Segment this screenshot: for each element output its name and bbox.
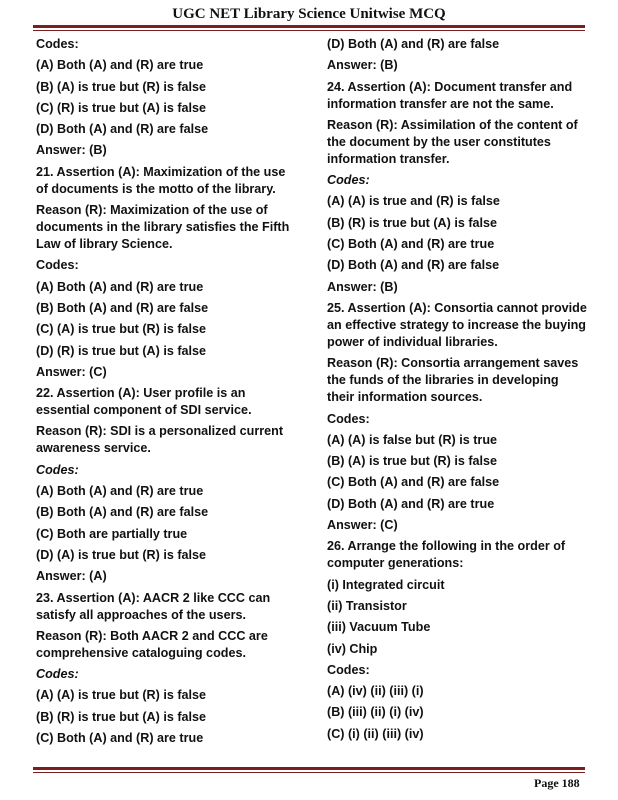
text-line: (D) Both (A) and (R) are false	[327, 258, 500, 273]
text-line: (B) Both (A) and (R) are false	[36, 505, 209, 520]
text-line: (A) (iv) (ii) (iii) (i)	[327, 684, 424, 699]
text-line: (D) (R) is true but (A) is false	[36, 343, 207, 358]
text-line: (iii) Vacuum Tube	[327, 620, 431, 635]
text-line: (iv) Chip	[327, 641, 378, 656]
text-line: (A) Both (A) and (R) are true	[36, 58, 204, 73]
text-line: (B) (R) is true but (A) is false	[36, 709, 207, 724]
text-line: 26. Arrange the following in the order of computer generations:	[327, 539, 566, 571]
text-line: Codes:	[36, 37, 79, 51]
text-line: Reason (R): Assimilation of the content of the document by the user constitutes information transfer.	[327, 117, 578, 166]
text-line: (C) Both (A) and (R) are false	[327, 475, 500, 490]
text-line: Codes:	[36, 462, 79, 477]
text-line: (C) Both (A) and (R) are true	[36, 731, 204, 746]
text-line: (D) Both (A) and (R) are false	[327, 37, 500, 51]
text-line: Codes:	[327, 411, 370, 426]
text-line: (B) (R) is true but (A) is false	[327, 215, 498, 230]
header-rule-thick	[33, 25, 585, 28]
text-line: (A) Both (A) and (R) are true	[36, 484, 204, 499]
text-line: 21. Assertion (A): Maximization of the use of documents is the motto of the library.	[36, 164, 286, 196]
text-line: 25. Assertion (A): Consortia cannot provide an effective strategy to increase the buying power of individual libraries.	[327, 300, 587, 349]
header-rule-thin	[33, 30, 585, 31]
left-column	[36, 36, 298, 751]
text-line: (C) Both (A) and (R) are true	[327, 237, 495, 252]
text-line: Codes:	[36, 258, 79, 273]
text-line: (i) Integrated circuit	[327, 577, 445, 592]
text-line: Codes:	[327, 173, 370, 188]
page-header-title: UGC NET Library Science Unitwise MCQ	[172, 6, 446, 22]
text-line: Reason (R): SDI is a personalized current awareness service.	[36, 424, 284, 456]
text-line: (D) Both (A) and (R) are false	[36, 122, 209, 137]
text-line: 24. Assertion (A): Document transfer and information transfer are not the same.	[327, 79, 573, 111]
text-line: (C) (A) is true but (R) is false	[36, 322, 207, 337]
text-line: (A) (A) is true and (R) is false	[327, 194, 500, 209]
footer-rule-thin	[33, 772, 585, 773]
text-line: Reason (R): Both AACR 2 and CCC are comprehensive cataloguing codes.	[36, 628, 268, 660]
text-line: (B) (A) is true but (R) is false	[36, 79, 207, 94]
text-line: (A) Both (A) and (R) are true	[36, 279, 204, 294]
text-line: (B) (A) is true but (R) is false	[327, 454, 498, 469]
text-line: Answer: (A)	[36, 569, 107, 584]
text-line: (C) (i) (ii) (iii) (iv)	[327, 726, 424, 741]
text-line: (C) Both are partially true	[36, 526, 188, 541]
text-line: (B) (iii) (ii) (i) (iv)	[327, 705, 424, 720]
text-line: (A) (A) is false but (R) is true	[327, 432, 498, 447]
text-line: (D) Both (A) and (R) are true	[327, 496, 495, 511]
text-line: 23. Assertion (A): AACR 2 like CCC can satisfy all approaches of the users.	[36, 590, 271, 622]
text-line: 22. Assertion (A): User profile is an essential component of SDI service.	[36, 386, 252, 418]
text-line: Answer: (C)	[36, 364, 107, 379]
text-line: (A) (A) is true but (R) is false	[36, 688, 207, 703]
text-line: Answer: (C)	[327, 518, 398, 533]
text-line: Codes:	[327, 662, 370, 677]
text-line: Answer: (B)	[36, 143, 107, 158]
right-column	[327, 36, 589, 747]
text-line: Answer: (B)	[327, 279, 398, 294]
text-line: Codes:	[36, 667, 79, 682]
text-line: (B) Both (A) and (R) are false	[36, 300, 209, 315]
text-line: Reason (R): Consortia arrangement saves the funds of the libraries in developing their information sources.	[327, 356, 579, 405]
text-line: (ii) Transistor	[327, 598, 407, 613]
text-line: (D) (A) is true but (R) is false	[36, 547, 207, 562]
text-line: Answer: (B)	[327, 58, 398, 73]
page-number: Page 188	[534, 776, 580, 790]
text-line: (C) (R) is true but (A) is false	[36, 100, 207, 115]
footer-rule-thick	[33, 767, 585, 770]
text-line: Reason (R): Maximization of the use of documents in the library satisfies the Fifth Law of library Science.	[36, 203, 290, 252]
